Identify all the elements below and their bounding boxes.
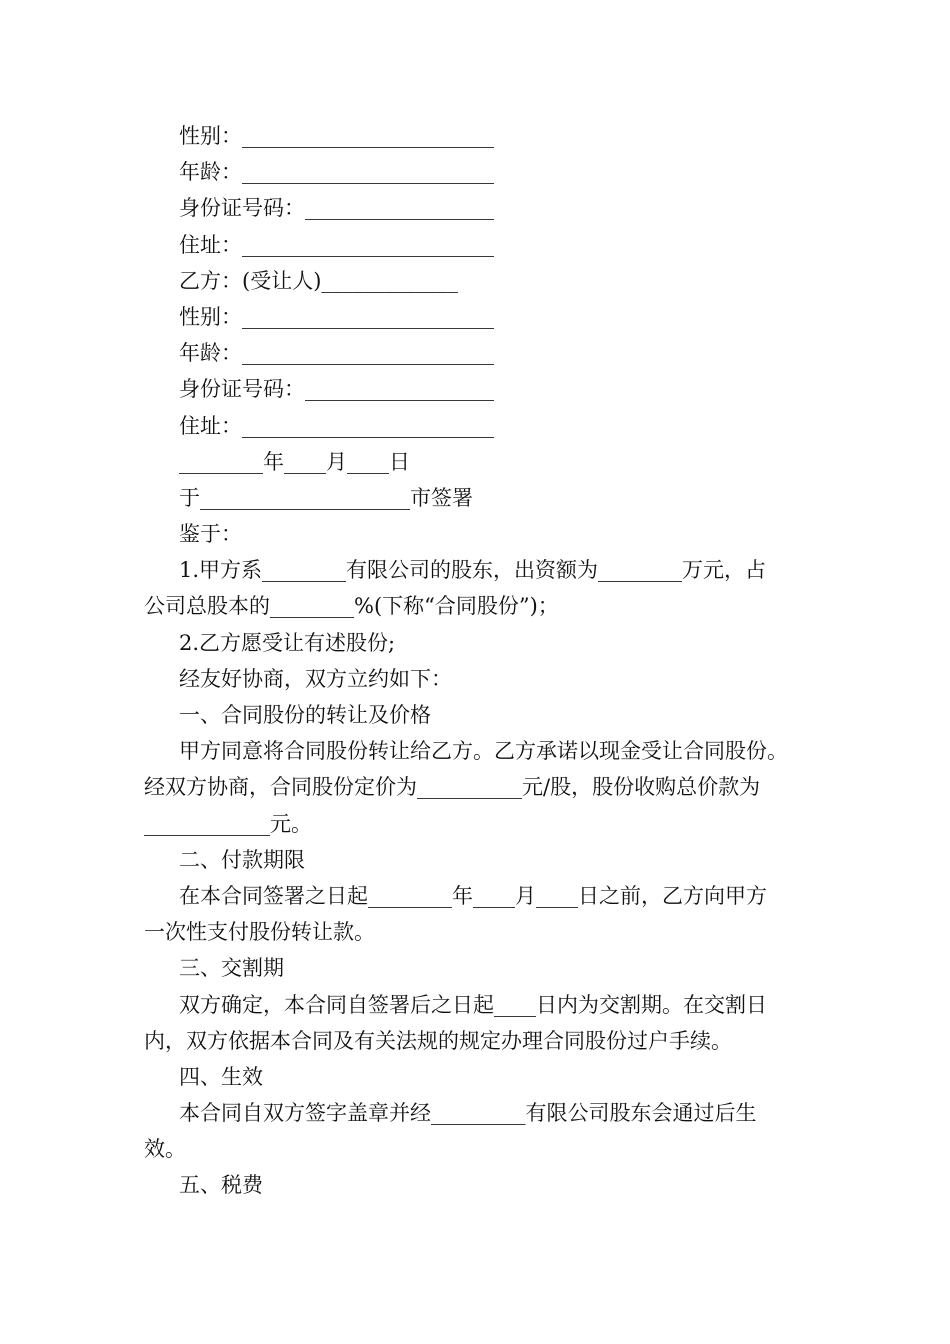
line-section-1b: 经双方协商，合同股份定价为__________元/股，股份收购总价款为: [144, 775, 761, 800]
line-whereas: 鉴于：: [179, 522, 242, 547]
line-clause-1a: 1.甲方系________有限公司的股东，出资额为________万元，占: [179, 558, 767, 583]
line-section-2b: 一次性支付股份转让款。: [144, 920, 375, 945]
line-section-1a: 甲方同意将合同股份转让给乙方。乙方承诺以现金受让合同股份。: [179, 739, 788, 764]
line-section-3a: 双方确定，本合同自签署后之日起____日内为交割期。在交割日: [179, 992, 767, 1017]
line-section-4a: 本合同自双方签字盖章并经_________有限公司股东会通过后生: [179, 1101, 757, 1126]
line-address-b: 住址：________________________: [179, 413, 494, 438]
line-section-3b: 内，双方依据本合同及有关法规的规定办理合同股份过户手续。: [144, 1028, 732, 1053]
line-clause-2: 2.乙方愿受让有述股份;: [179, 630, 396, 655]
heading-section-3: 三、交割期: [179, 956, 284, 981]
line-section-2a: 在本合同签署之日起________年____月____日之前，乙方向甲方: [179, 883, 767, 908]
line-id-a: 身份证号码：__________________: [179, 196, 494, 221]
line-agreement-intro: 经友好协商，双方立约如下：: [179, 666, 452, 691]
document-page: [144, 118, 814, 1204]
line-age-b: 年龄：________________________: [179, 341, 494, 366]
heading-section-1: 一、合同股份的转让及价格: [179, 703, 431, 727]
line-gender-a: 性别：________________________: [179, 124, 494, 148]
heading-section-5: 五、税费: [179, 1173, 263, 1198]
line-section-4b: 效。: [144, 1137, 186, 1162]
heading-section-2: 二、付款期限: [179, 847, 305, 872]
line-id-b: 身份证号码：__________________: [179, 377, 494, 402]
line-section-1c: ____________元。: [144, 811, 312, 836]
line-sign-place: 于____________________市签署: [179, 485, 473, 510]
line-address-a: 住址：________________________: [179, 232, 494, 257]
line-party-b: 乙方：(受让人)_____________: [179, 268, 458, 293]
line-gender-b: 性别：________________________: [179, 304, 494, 329]
heading-section-4: 四、生效: [179, 1064, 263, 1089]
line-date: ________年____月____日: [179, 449, 410, 474]
line-clause-1b: 公司总股本的________%(下称“合同股份”)；: [144, 594, 559, 619]
line-age-a: 年龄：________________________: [179, 160, 494, 185]
